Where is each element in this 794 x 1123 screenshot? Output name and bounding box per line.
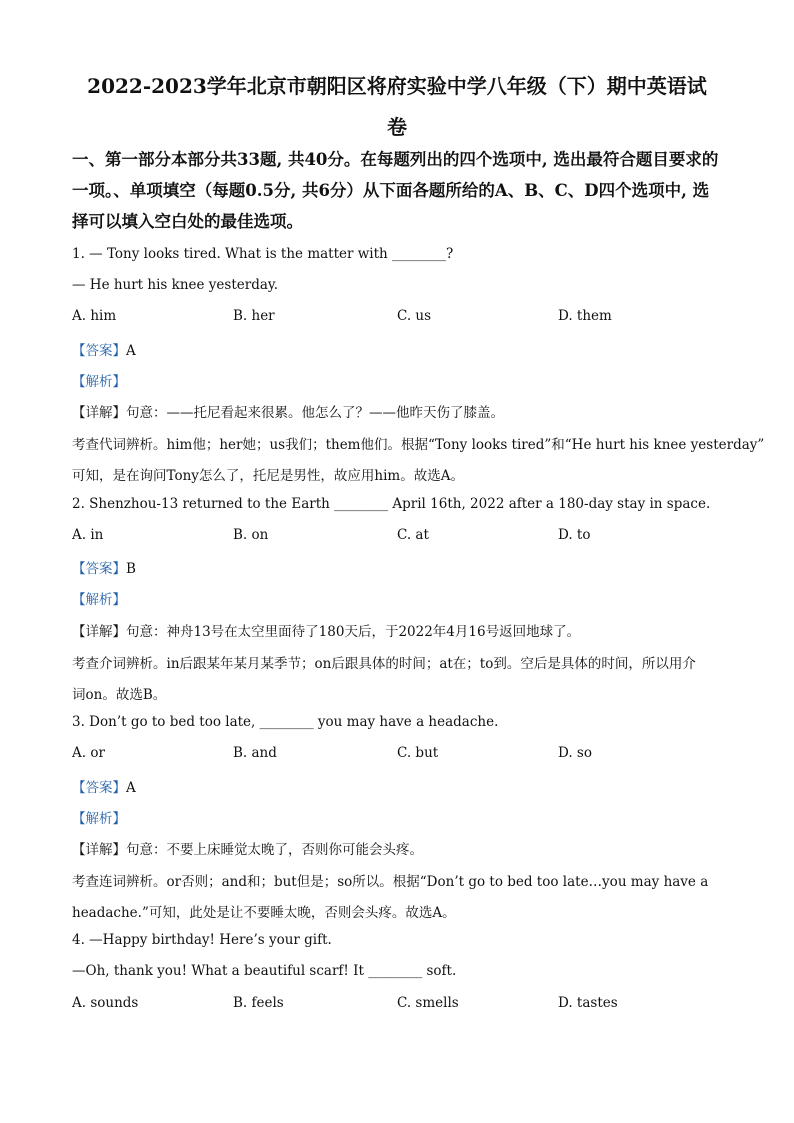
answer-tag: 【答案】 <box>72 561 126 577</box>
question-2-analysis <box>72 588 724 608</box>
option-d: D. to <box>558 527 591 543</box>
question-4-stem-line-2: —Oh, thank you! What a beautiful scarf! It ________ soft. <box>72 963 457 979</box>
detail-text: 句意：——托尼看起来很累。他怎么了？——他昨天伤了膝盖。 <box>126 405 504 421</box>
question-2-answer <box>72 557 724 577</box>
question-1-detail <box>72 401 724 421</box>
question-1-stem-line-1: 1. — Tony looks tired. What is the matter with ________? <box>72 246 454 262</box>
question-4-stem-line-1: 4. —Happy birthday! Here’s your gift. <box>72 932 332 948</box>
option-b: B. her <box>233 308 275 324</box>
option-b: B. and <box>233 745 277 761</box>
question-1-answer <box>72 339 724 359</box>
option-d: D. them <box>558 308 612 324</box>
question-3-stem-line-1: 3. Don’t go to bed too late, ________ you may have a headache. <box>72 714 499 730</box>
question-1-analysis <box>72 370 724 390</box>
option-c: C. us <box>397 308 432 324</box>
question-2-detail <box>72 620 724 640</box>
question-3-explain-line-2: headache.”可知，此处是让不要睡太晚，否则会头疼。故选A。 <box>72 905 456 921</box>
question-3-detail <box>72 838 724 858</box>
answer-tag: 【答案】 <box>72 343 126 359</box>
section-instructions: 一、第一部分本部分共33题, 共40分。在每题列出的四个选项中, 选出最符合题目要求的一项。、单项填空（每题0.5分, 共6分）从下面各题所给的A、B、C、D四个选项中, 选择可以填入空白处的最佳选项。 <box>72 150 719 231</box>
question-1-explain-line-1: 考查代词辨析。him他；her她；us我们；them他们。根据“Tony looks tired”和“He hurt his knee yesterday” <box>72 437 765 453</box>
analysis-tag: 【解析】 <box>72 374 126 390</box>
detail-text: 句意：神舟13号在太空里面待了180天后，于2022年4月16号返回地球了。 <box>126 624 581 640</box>
question-1-stem-line-2: — He hurt his knee yesterday. <box>72 277 279 293</box>
question-4-options <box>72 995 724 1015</box>
option-a: A. sounds <box>72 995 139 1011</box>
detail-text: 句意：不要上床睡觉太晚了，否则你可能会头疼。 <box>126 842 423 858</box>
question-2-explain-line-2: 词on。故选B。 <box>72 687 167 703</box>
question-3-answer <box>72 776 724 796</box>
detail-tag: 【详解】 <box>72 842 126 858</box>
question-1-explain-line-2: 可知，是在询问Tony怎么了，托尼是男性，故应用him。故选A。 <box>72 468 464 484</box>
page-title-line-2: 卷 <box>387 115 407 139</box>
question-3-options <box>72 745 724 765</box>
page-title-line-1: 2022-2023学年北京市朝阳区将府实验中学八年级（下）期中英语试 <box>87 74 707 98</box>
option-c: C. but <box>397 745 439 761</box>
option-d: D. tastes <box>558 995 618 1011</box>
analysis-tag: 【解析】 <box>72 592 126 608</box>
question-3-analysis <box>72 807 724 827</box>
question-2-stem-line-1: 2. Shenzhou-13 returned to the Earth ________ April 16th, 2022 after a 180-day stay in space. <box>72 496 711 512</box>
answer-value: A <box>126 343 136 359</box>
option-d: D. so <box>558 745 592 761</box>
option-a: A. or <box>72 745 105 761</box>
option-b: B. feels <box>233 995 284 1011</box>
answer-tag: 【答案】 <box>72 780 126 796</box>
answer-value: B <box>126 561 136 577</box>
detail-tag: 【详解】 <box>72 624 126 640</box>
detail-tag: 【详解】 <box>72 405 126 421</box>
option-c: C. at <box>397 527 429 543</box>
option-c: C. smells <box>397 995 459 1011</box>
analysis-tag: 【解析】 <box>72 811 126 827</box>
question-2-options <box>72 527 724 547</box>
option-b: B. on <box>233 527 269 543</box>
answer-value: A <box>126 780 136 796</box>
question-1-options <box>72 308 724 328</box>
question-3-explain-line-1: 考查连词辨析。or否则；and和；but但是；so所以。根据“Don’t go to bed too late…you may have a <box>72 874 709 890</box>
option-a: A. in <box>72 527 104 543</box>
option-a: A. him <box>72 308 117 324</box>
question-2-explain-line-1: 考查介词辨析。in后跟某年某月某季节；on后跟具体的时间；at在；to到。空后是具体的时间，所以用介 <box>72 656 696 672</box>
